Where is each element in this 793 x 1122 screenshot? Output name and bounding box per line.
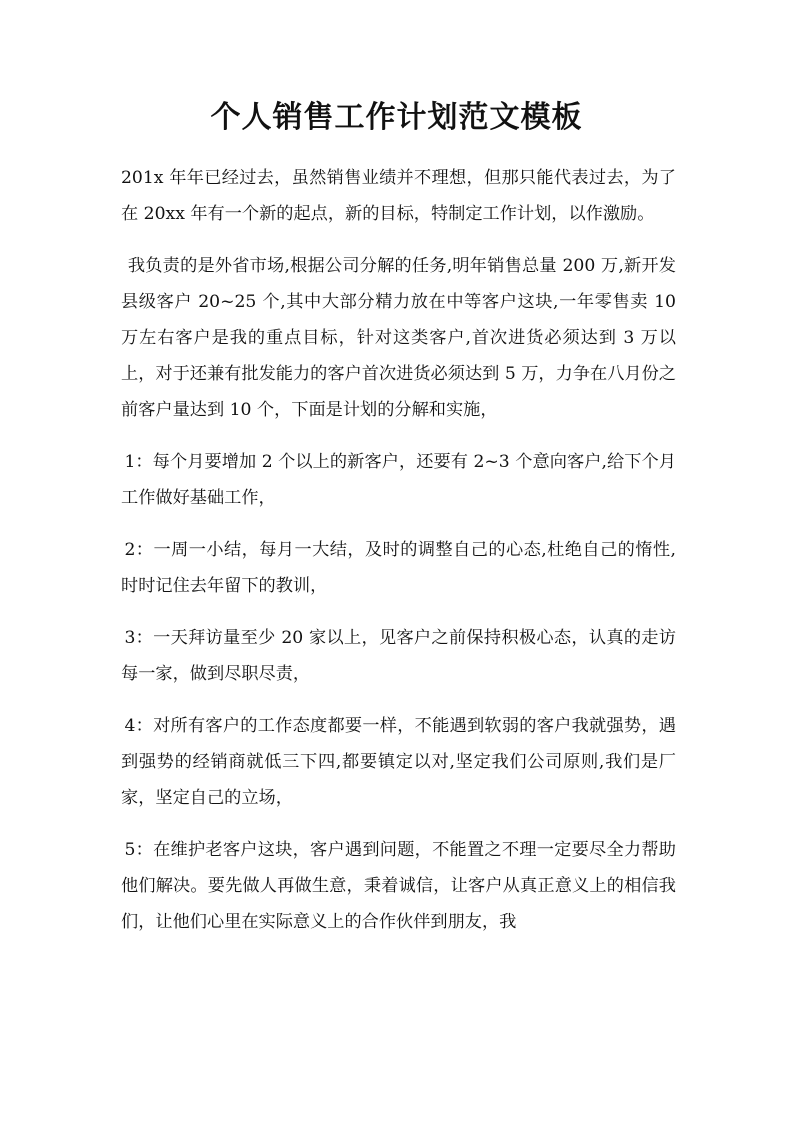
plan-item-3: 3：一天拜访量至少 20 家以上，见客户之前保持积极心态，认真的走访每一家，做到尽职尽责， (121, 628, 676, 684)
paragraph-intro: 201x 年年已经过去，虽然销售业绩并不理想，但那只能代表过去，为了在 20xx 年有一个新的起点，新的目标，特制定工作计划，以作激励。 (121, 168, 676, 224)
document-body (121, 160, 676, 956)
plan-item-2: 2：一周一小结，每月一大结，及时的调整自己的心态,杜绝自己的惰性,时时记住去年留下的教训， (121, 540, 676, 596)
plan-item-5: 5：在维护老客户这块，客户遇到问题，不能置之不理一定要尽全力帮助他们解决。要先做人再做生意，秉着诚信，让客户从真正意义上的相信我们，让他们心里在实际意义上的合作伙伴到朋友，我 (121, 840, 676, 932)
plan-item-1: 1：每个月要增加 2 个以上的新客户，还要有 2~3 个意向客户,给下个月工作做好基础工作， (121, 452, 676, 508)
plan-item-4: 4：对所有客户的工作态度都要一样，不能遇到软弱的客户我就强势，遇到强势的经销商就低三下四,都要镇定以对,坚定我们公司原则,我们是厂家，坚定自己的立场， (121, 716, 676, 808)
document-title: 个人销售工作计划范文模板 (210, 100, 583, 135)
paragraph-responsibility: 我负责的是外省市场,根据公司分解的任务,明年销售总量 200 万,新开发县级客户 20~25 个,其中大部分精力放在中等客户这块,一年零售卖 10 万左右客户是我的重点目标，针对这类客户,首次进货必须达到 3 万以上，对于还兼有批发能力的客户首次进货必须达到 5 万，力争在八月份之前客户量达到 10 个，下面是计划的分解和实施， (121, 256, 676, 420)
